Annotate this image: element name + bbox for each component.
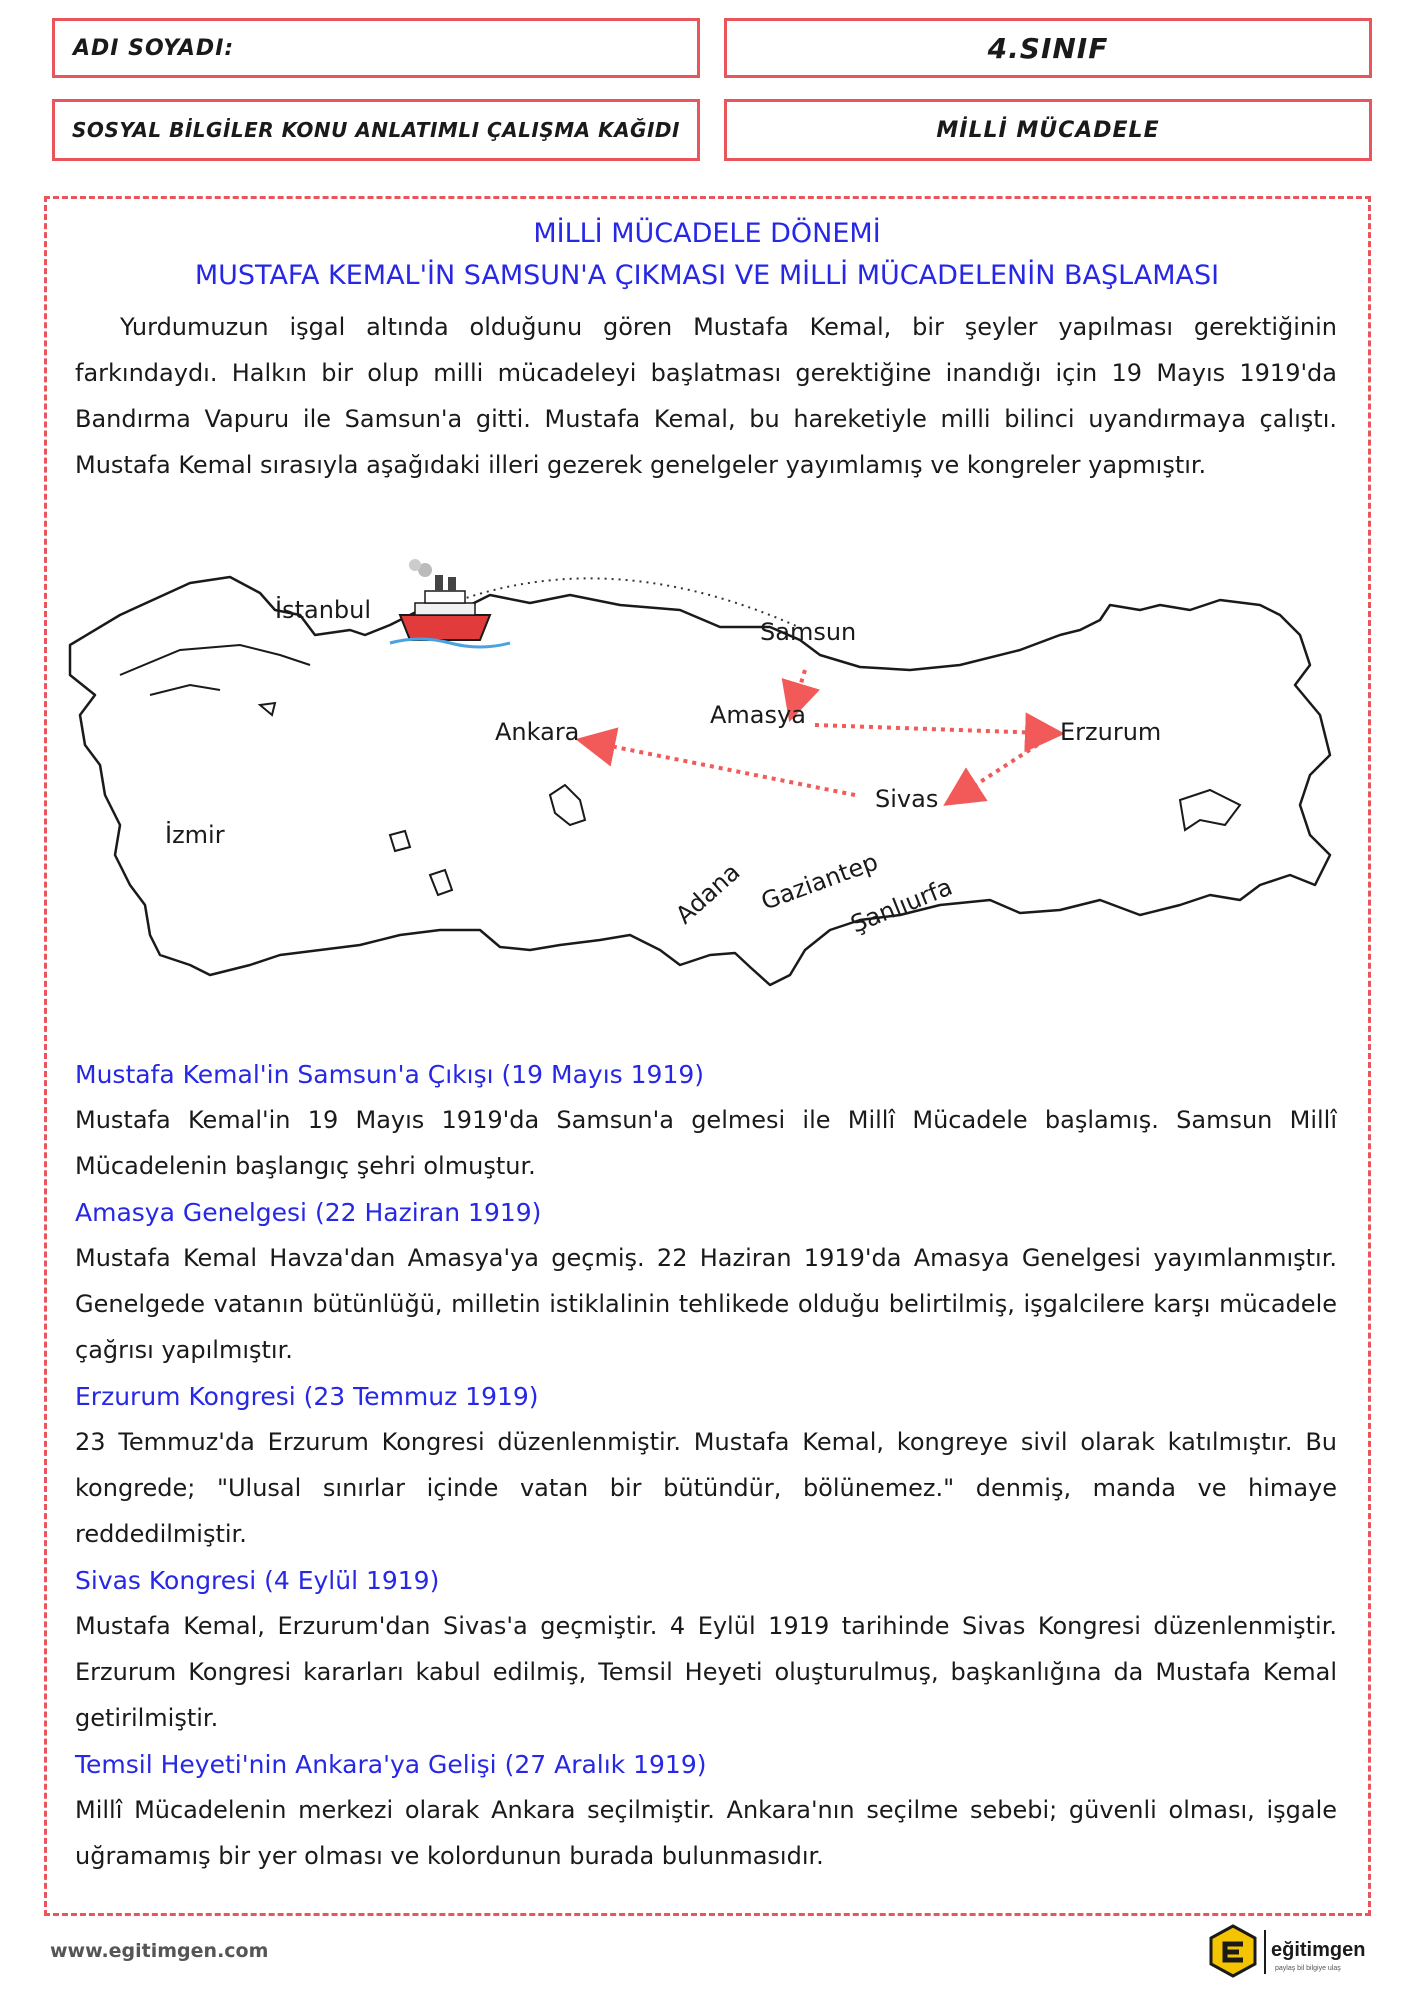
student-name-label: ADI SOYADI: xyxy=(73,35,235,61)
section-heading-erzurum: Erzurum Kongresi (23 Temmuz 1919) xyxy=(75,1382,539,1411)
city-ankara: Ankara xyxy=(495,718,580,746)
ship-icon xyxy=(390,559,510,647)
lake-van xyxy=(1180,790,1240,830)
lake-tuz xyxy=(550,785,585,825)
subject-box xyxy=(52,99,700,161)
section-heading-amasya: Amasya Genelgesi (22 Haziran 1919) xyxy=(75,1198,542,1227)
city-gaziantep: Gaziantep xyxy=(757,847,882,916)
route-sivas-ankara xyxy=(595,743,855,795)
section-body-amasya: Mustafa Kemal Havza'dan Amasya'ya geçmiş. 22 Haziran 1919'da Amasya Genelgesi yayımlanmıştır. Genelgede vatanın bütünlüğü, milletin istiklalinin tehlikede olduğu belirtilmiş, işgalcilere karşı mücadele çağrısı yapılmıştır. xyxy=(75,1244,1337,1364)
turkey-outline xyxy=(70,577,1330,985)
route-samsun-amasya xyxy=(795,670,805,703)
grade-box xyxy=(724,18,1372,78)
intro-paragraph: Yurdumuzun işgal altında olduğunu gören Mustafa Kemal, bir şeyler yapılması gerektiğinin farkındaydı. Halkın bir olup milli mücadeleyi başlatması gerektiğine inandığı için 19 Mayıs 1919'da Bandırma Vapuru ile Samsun'a gitti. Mustafa Kemal, bu hareketiyle milli bilinci uyandırmaya çalıştı. Mustafa Kemal sırasıyla aşağıdaki illeri gezerek genelgeler yayımlamış ve kongreler yapmıştır. xyxy=(75,313,1337,479)
city-izmir: İzmir xyxy=(165,821,225,849)
section-heading-sivas: Sivas Kongresi (4 Eylül 1919) xyxy=(75,1566,440,1595)
city-adana: Adana xyxy=(670,857,746,930)
turkey-route-map xyxy=(60,555,1360,1025)
student-name-box xyxy=(52,18,700,78)
city-sivas: Sivas xyxy=(875,785,939,813)
main-title: MİLLİ MÜCADELE DÖNEMİ xyxy=(533,218,881,249)
topic-box xyxy=(724,99,1372,161)
subject-label: SOSYAL BİLGİLER KONU ANLATIMLI ÇALIŞMA KAĞIDI xyxy=(72,118,680,142)
city-sanliurfa: Şanlıurfa xyxy=(846,872,957,939)
section-body-sivas: Mustafa Kemal, Erzurum'dan Sivas'a geçmiştir. 4 Eylül 1919 tarihinde Sivas Kongresi düzenlenmiştir. Erzurum Kongresi kararları kabul edilmiş, Temsil Heyeti oluşturulmuş, başkanlığına da Mustafa Kemal getirilmiştir. xyxy=(75,1612,1337,1732)
section-body-ankara: Millî Mücadelenin merkezi olarak Ankara seçilmiştir. Ankara'nın seçilme sebebi; güvenli olması, işgale uğramamış bir yer olması ve kolordunun burada bulunmasıdır. xyxy=(75,1796,1337,1870)
city-erzurum: Erzurum xyxy=(1060,718,1162,746)
brand-logo xyxy=(1205,1922,1370,1982)
brand-name: eğitimgen xyxy=(1271,1939,1366,1961)
section-heading-ankara: Temsil Heyeti'nin Ankara'ya Gelişi (27 Aralık 1919) xyxy=(75,1750,707,1779)
route-amasya-erzurum xyxy=(815,725,1045,733)
route-erzurum-sivas xyxy=(960,740,1045,795)
city-istanbul: İstanbul xyxy=(275,596,372,624)
topic-label: MİLLİ MÜCADELE xyxy=(936,117,1160,143)
grade-label: 4.SINIF xyxy=(987,31,1109,65)
city-amasya: Amasya xyxy=(710,701,806,729)
brand-tagline: paylaş bil bilgiye ulaş xyxy=(1275,1965,1341,1972)
section-body-erzurum: 23 Temmuz'da Erzurum Kongresi düzenlenmiştir. Mustafa Kemal, kongreye sivil olarak katılmıştır. Bu kongrede; "Ulusal sınırlar içinde vatan bir bütündür, bölünemez." denmiş, manda ve himaye reddedilmiştir. xyxy=(75,1428,1337,1548)
ship-route-arc xyxy=(460,578,805,630)
section-heading-samsun: Mustafa Kemal'in Samsun'a Çıkışı (19 Mayıs 1919) xyxy=(75,1060,705,1089)
sub-title: MUSTAFA KEMAL'İN SAMSUN'A ÇIKMASI VE MİLLİ MÜCADELENİN BAŞLAMASI xyxy=(194,260,1220,291)
footer-url[interactable]: www.egitimgen.com xyxy=(50,1940,269,1962)
city-samsun: Samsun xyxy=(760,618,857,646)
section-body-samsun: Mustafa Kemal'in 19 Mayıs 1919'da Samsun'a gelmesi ile Millî Mücadele başlamış. Samsun Millî Mücadelenin başlangıç şehri olmuştur. xyxy=(75,1106,1337,1180)
